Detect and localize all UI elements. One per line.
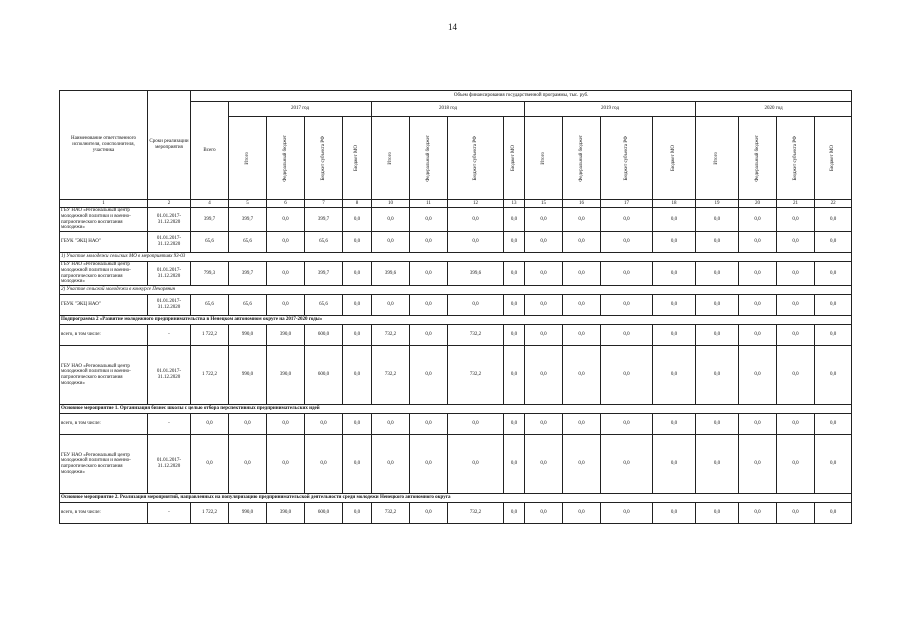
row-value: 0,0 — [653, 295, 696, 316]
row-value: 0,0 — [410, 262, 448, 286]
row-value: 0,0 — [343, 262, 372, 286]
row-value: 1 722,2 — [191, 346, 229, 405]
row-value: 0,0 — [372, 414, 410, 435]
row-value: 399,7 — [191, 208, 229, 232]
header-subcol-label: Федеральный бюджет — [425, 134, 431, 182]
row-value: 0,0 — [410, 325, 448, 346]
row-value: 0,0 — [343, 325, 372, 346]
row-value: 0,0 — [372, 232, 410, 253]
row-value: 399,6 — [448, 262, 504, 286]
column-number: 22 — [815, 200, 852, 208]
row-value: 0,0 — [777, 325, 815, 346]
row-value: 65,6 — [191, 295, 229, 316]
header-subcol — [267, 117, 305, 200]
header-subcol — [504, 117, 525, 200]
column-number: 6 — [267, 200, 305, 208]
row-value: 0,0 — [525, 295, 563, 316]
row-value: 0,0 — [739, 325, 777, 346]
row-value: 65,6 — [191, 232, 229, 253]
row-value: 0,0 — [563, 295, 601, 316]
row-value: 0,0 — [525, 503, 563, 524]
row-value: 732,2 — [448, 325, 504, 346]
row-value: 732,2 — [372, 346, 410, 405]
table-row — [60, 503, 852, 524]
row-value: 0,0 — [563, 208, 601, 232]
header-subcol-label: Итого — [540, 151, 546, 165]
row-value: 0,0 — [696, 208, 739, 232]
header-subcol-label: Бюджет субъекта РФ — [623, 135, 629, 181]
row-value: 0,0 — [267, 414, 305, 435]
row-value: 732,2 — [448, 346, 504, 405]
row-value: 0,0 — [601, 325, 653, 346]
row-value: 390,0 — [267, 346, 305, 405]
row-value: 0,0 — [504, 346, 525, 405]
row-executor: всего, в том числе: — [60, 325, 148, 346]
row-value: 0,0 — [563, 435, 601, 494]
row-value: 0,0 — [601, 262, 653, 286]
header-year: 2019 год — [525, 102, 696, 117]
row-value: 732,2 — [448, 503, 504, 524]
row-value: 0,0 — [563, 232, 601, 253]
table-row — [60, 435, 852, 494]
row-term: - — [148, 414, 191, 435]
row-value: 0,0 — [739, 414, 777, 435]
table-row — [60, 414, 852, 435]
column-number: 8 — [343, 200, 372, 208]
row-value: 0,0 — [343, 346, 372, 405]
row-value: 0,0 — [448, 295, 504, 316]
row-value: 0,0 — [343, 435, 372, 494]
row-value: 0,0 — [563, 414, 601, 435]
row-executor: ГБУ НАО «Региональный центр молодежной политики и военно-патриотического воспитания молодежи» — [60, 346, 148, 405]
row-value: 0,0 — [653, 208, 696, 232]
row-term: 01.01.2017-31.12.2020 — [148, 346, 191, 405]
row-term: - — [148, 325, 191, 346]
row-value: 0,0 — [563, 262, 601, 286]
row-value: 0,0 — [504, 262, 525, 286]
row-value: 600,0 — [305, 346, 343, 405]
row-value: 0,0 — [777, 503, 815, 524]
row-value: 732,2 — [372, 325, 410, 346]
row-value: 390,0 — [267, 325, 305, 346]
row-value: 1 722,2 — [191, 503, 229, 524]
header-subcol-label: Бюджет МО — [354, 145, 360, 171]
row-term: 01.01.2017-31.12.2020 — [148, 232, 191, 253]
column-number: 18 — [653, 200, 696, 208]
column-number: 12 — [448, 200, 504, 208]
row-value: 0,0 — [815, 325, 852, 346]
row-value: 0,0 — [601, 435, 653, 494]
row-executor: ГБУК "ЭКЦ НАО" — [60, 232, 148, 253]
row-value: 0,0 — [653, 435, 696, 494]
row-value: 0,0 — [601, 503, 653, 524]
row-value: 0,0 — [653, 414, 696, 435]
row-value: 0,0 — [372, 208, 410, 232]
column-number: 4 — [191, 200, 229, 208]
header-subcol-label: Федеральный бюджет — [282, 134, 288, 182]
row-value: 0,0 — [343, 208, 372, 232]
subsection-heading: 2) Участие сельской молодежи в конкурсе Печорянин — [60, 286, 852, 295]
row-value: 0,0 — [563, 325, 601, 346]
header-subcol — [305, 117, 343, 200]
row-value: 0,0 — [410, 435, 448, 494]
column-number: 7 — [305, 200, 343, 208]
row-value: 0,0 — [696, 325, 739, 346]
header-subcol-label: Итого — [244, 151, 250, 165]
row-value: 0,0 — [777, 295, 815, 316]
section-heading: Основное мероприятие 1. Организация бизнес школы с целью отбора перспективных предпринимательских идей — [60, 405, 852, 414]
row-value: 0,0 — [410, 295, 448, 316]
row-value: 0,0 — [653, 262, 696, 286]
row-value: 0,0 — [525, 414, 563, 435]
row-value: 0,0 — [410, 208, 448, 232]
column-number: 17 — [601, 200, 653, 208]
header-subcol-label: Бюджет МО — [511, 145, 517, 171]
column-number: 1 — [60, 200, 148, 208]
header-subcol — [653, 117, 696, 200]
row-value: 399,7 — [305, 262, 343, 286]
row-value: 0,0 — [653, 325, 696, 346]
row-value: 0,0 — [305, 414, 343, 435]
row-executor: ГБУ НАО «Региональный центр молодежной политики и военно-патриотического воспитания молодежи» — [60, 435, 148, 494]
row-value: 732,2 — [372, 503, 410, 524]
row-value: 0,0 — [815, 414, 852, 435]
row-value: 0,0 — [815, 262, 852, 286]
row-value: 0,0 — [267, 262, 305, 286]
row-value: 0,0 — [229, 414, 267, 435]
row-value: 0,0 — [504, 208, 525, 232]
row-value: 0,0 — [504, 232, 525, 253]
header-subcol-label: Федеральный бюджет — [578, 134, 584, 182]
row-value: 0,0 — [815, 435, 852, 494]
page-number: 14 — [448, 22, 457, 32]
row-value: 0,0 — [525, 325, 563, 346]
row-executor: ГБУ НАО «Региональный центр молодежной политики и военно-патриотического воспитания молодежи» — [60, 262, 148, 286]
table-row — [60, 262, 852, 286]
row-value: 0,0 — [525, 262, 563, 286]
row-value: 0,0 — [739, 503, 777, 524]
row-value: 0,0 — [448, 435, 504, 494]
row-value: 0,0 — [563, 503, 601, 524]
row-value: 390,0 — [267, 503, 305, 524]
section-heading: Подпрограмма 2 «Развитие молодежного предпринимательства в Ненецком автономном округе на 2017-2020 годы» — [60, 316, 852, 325]
row-value: 0,0 — [448, 208, 504, 232]
row-value: 0,0 — [525, 435, 563, 494]
row-executor: всего, в том числе: — [60, 503, 148, 524]
subsection-heading: 1) Участие молодежи сельских МО в мероприятиях 93-03 — [60, 253, 852, 262]
row-value: 0,0 — [815, 346, 852, 405]
row-value: 0,0 — [653, 503, 696, 524]
row-value: 600,0 — [305, 325, 343, 346]
row-value: 0,0 — [777, 208, 815, 232]
row-value: 0,0 — [696, 414, 739, 435]
row-value: 0,0 — [448, 414, 504, 435]
row-term: 01.01.2017-31.12.2020 — [148, 295, 191, 316]
column-number: 13 — [504, 200, 525, 208]
row-value: 990,0 — [229, 503, 267, 524]
row-value: 0,0 — [410, 503, 448, 524]
row-value: 0,0 — [815, 208, 852, 232]
row-value: 0,0 — [739, 435, 777, 494]
row-value: 0,0 — [653, 346, 696, 405]
row-value: 0,0 — [696, 503, 739, 524]
row-value: 0,0 — [504, 325, 525, 346]
header-subcol — [372, 117, 410, 200]
column-number: 11 — [410, 200, 448, 208]
row-executor: ГБУК "ЭКЦ НАО" — [60, 295, 148, 316]
row-value: 0,0 — [267, 208, 305, 232]
header-subcol — [563, 117, 601, 200]
header-subcol-label: Бюджет субъекта РФ — [320, 135, 326, 181]
row-value: 0,0 — [504, 414, 525, 435]
header-subcol — [448, 117, 504, 200]
header-funding-title: Объем финансирования государственной программы, тыс. руб. — [191, 91, 852, 102]
header-year: 2018 год — [372, 102, 525, 117]
row-executor: ГБУ НАО «Региональный центр молодежной политики и военно-патриотического воспитания молодежи» — [60, 208, 148, 232]
row-value: 0,0 — [777, 435, 815, 494]
row-value: 0,0 — [504, 503, 525, 524]
header-subcol-label: Итого — [387, 151, 393, 165]
row-value: 0,0 — [267, 295, 305, 316]
column-number: 15 — [525, 200, 563, 208]
row-executor: всего, в том числе: — [60, 414, 148, 435]
row-value: 990,0 — [229, 325, 267, 346]
row-value: 0,0 — [504, 435, 525, 494]
row-value: 399,7 — [229, 208, 267, 232]
row-value: 65,6 — [229, 295, 267, 316]
row-value: 0,0 — [343, 232, 372, 253]
row-value: 399,6 — [372, 262, 410, 286]
header-subcol-label: Бюджет субъекта РФ — [792, 135, 798, 181]
row-value: 0,0 — [343, 414, 372, 435]
row-value: 0,0 — [777, 262, 815, 286]
row-value: 0,0 — [343, 295, 372, 316]
header-subcol-label: Бюджет субъекта РФ — [472, 135, 478, 181]
funding-table — [59, 90, 852, 524]
row-value: 399,7 — [305, 208, 343, 232]
header-subcol — [739, 117, 777, 200]
row-value: 0,0 — [601, 346, 653, 405]
header-subcol — [777, 117, 815, 200]
row-value: 0,0 — [372, 435, 410, 494]
row-value: 0,0 — [777, 232, 815, 253]
header-subcol — [410, 117, 448, 200]
row-value: 600,0 — [305, 503, 343, 524]
row-value: 0,0 — [653, 232, 696, 253]
table-row — [60, 325, 852, 346]
row-value: 0,0 — [739, 232, 777, 253]
header-subcol-label: Бюджет МО — [671, 145, 677, 171]
row-value: 65,6 — [305, 295, 343, 316]
row-value: 0,0 — [343, 503, 372, 524]
header-subcol — [601, 117, 653, 200]
row-value: 0,0 — [815, 295, 852, 316]
row-term: 01.01.2017-31.12.2020 — [148, 208, 191, 232]
row-value: 799,3 — [191, 262, 229, 286]
row-value: 0,0 — [777, 414, 815, 435]
header-subcol — [525, 117, 563, 200]
row-value: 0,0 — [229, 435, 267, 494]
row-value: 65,6 — [229, 232, 267, 253]
row-value: 0,0 — [305, 435, 343, 494]
row-value: 0,0 — [601, 208, 653, 232]
row-value: 0,0 — [525, 346, 563, 405]
header-subcol — [343, 117, 372, 200]
row-value: 0,0 — [696, 346, 739, 405]
column-number: 19 — [696, 200, 739, 208]
row-value: 0,0 — [410, 346, 448, 405]
row-value: 1 722,2 — [191, 325, 229, 346]
section-heading: Основное мероприятие 2. Реализация мероприятий, направленных на популяризацию предпринимательской деятельности среди молодежи Ненецкого автономного округа — [60, 494, 852, 503]
table-row — [60, 232, 852, 253]
header-terms: Сроки реализации мероприятия — [148, 91, 191, 200]
row-value: 0,0 — [601, 232, 653, 253]
row-term: 01.01.2017-31.12.2020 — [148, 262, 191, 286]
row-value: 0,0 — [601, 414, 653, 435]
column-number: 21 — [777, 200, 815, 208]
header-subcol — [815, 117, 852, 200]
row-value: 0,0 — [410, 232, 448, 253]
header-subcol — [696, 117, 739, 200]
row-value: 0,0 — [739, 262, 777, 286]
row-value: 0,0 — [563, 346, 601, 405]
row-value: 0,0 — [815, 503, 852, 524]
row-value: 0,0 — [696, 295, 739, 316]
row-value: 0,0 — [191, 435, 229, 494]
row-value: 0,0 — [448, 232, 504, 253]
header-subcol-label: Федеральный бюджет — [754, 134, 760, 182]
column-number: 20 — [739, 200, 777, 208]
row-value: 0,0 — [267, 232, 305, 253]
table-row — [60, 208, 852, 232]
header-responsible: Наименование ответственного исполнителя, соисполнителя, участника — [60, 91, 148, 200]
header-subcol — [229, 117, 267, 200]
row-value: 0,0 — [696, 232, 739, 253]
row-value: 0,0 — [372, 295, 410, 316]
header-subcol-label: Итого — [714, 151, 720, 165]
table-row — [60, 295, 852, 316]
row-value: 0,0 — [267, 435, 305, 494]
row-value: 0,0 — [504, 295, 525, 316]
row-value: 0,0 — [777, 346, 815, 405]
row-value: 0,0 — [739, 346, 777, 405]
row-value: 0,0 — [815, 232, 852, 253]
row-value: 65,6 — [305, 232, 343, 253]
row-value: 0,0 — [739, 208, 777, 232]
row-value: 0,0 — [739, 295, 777, 316]
row-value: 0,0 — [191, 414, 229, 435]
column-number: 2 — [148, 200, 191, 208]
header-year: 2017 год — [229, 102, 372, 117]
row-value: 0,0 — [696, 435, 739, 494]
row-value: 0,0 — [525, 232, 563, 253]
row-term: - — [148, 503, 191, 524]
column-number: 5 — [229, 200, 267, 208]
row-value: 990,0 — [229, 346, 267, 405]
row-value: 399,7 — [229, 262, 267, 286]
row-value: 0,0 — [525, 208, 563, 232]
row-value: 0,0 — [601, 295, 653, 316]
header-subcol-label: Бюджет МО — [830, 145, 836, 171]
row-value: 0,0 — [696, 262, 739, 286]
header-year: 2020 год — [696, 102, 852, 117]
column-number: 16 — [563, 200, 601, 208]
row-term: 01.01.2017-31.12.2020 — [148, 435, 191, 494]
table-row — [60, 346, 852, 405]
header-total: Всего — [191, 102, 229, 200]
column-number: 10 — [372, 200, 410, 208]
row-value: 0,0 — [410, 414, 448, 435]
